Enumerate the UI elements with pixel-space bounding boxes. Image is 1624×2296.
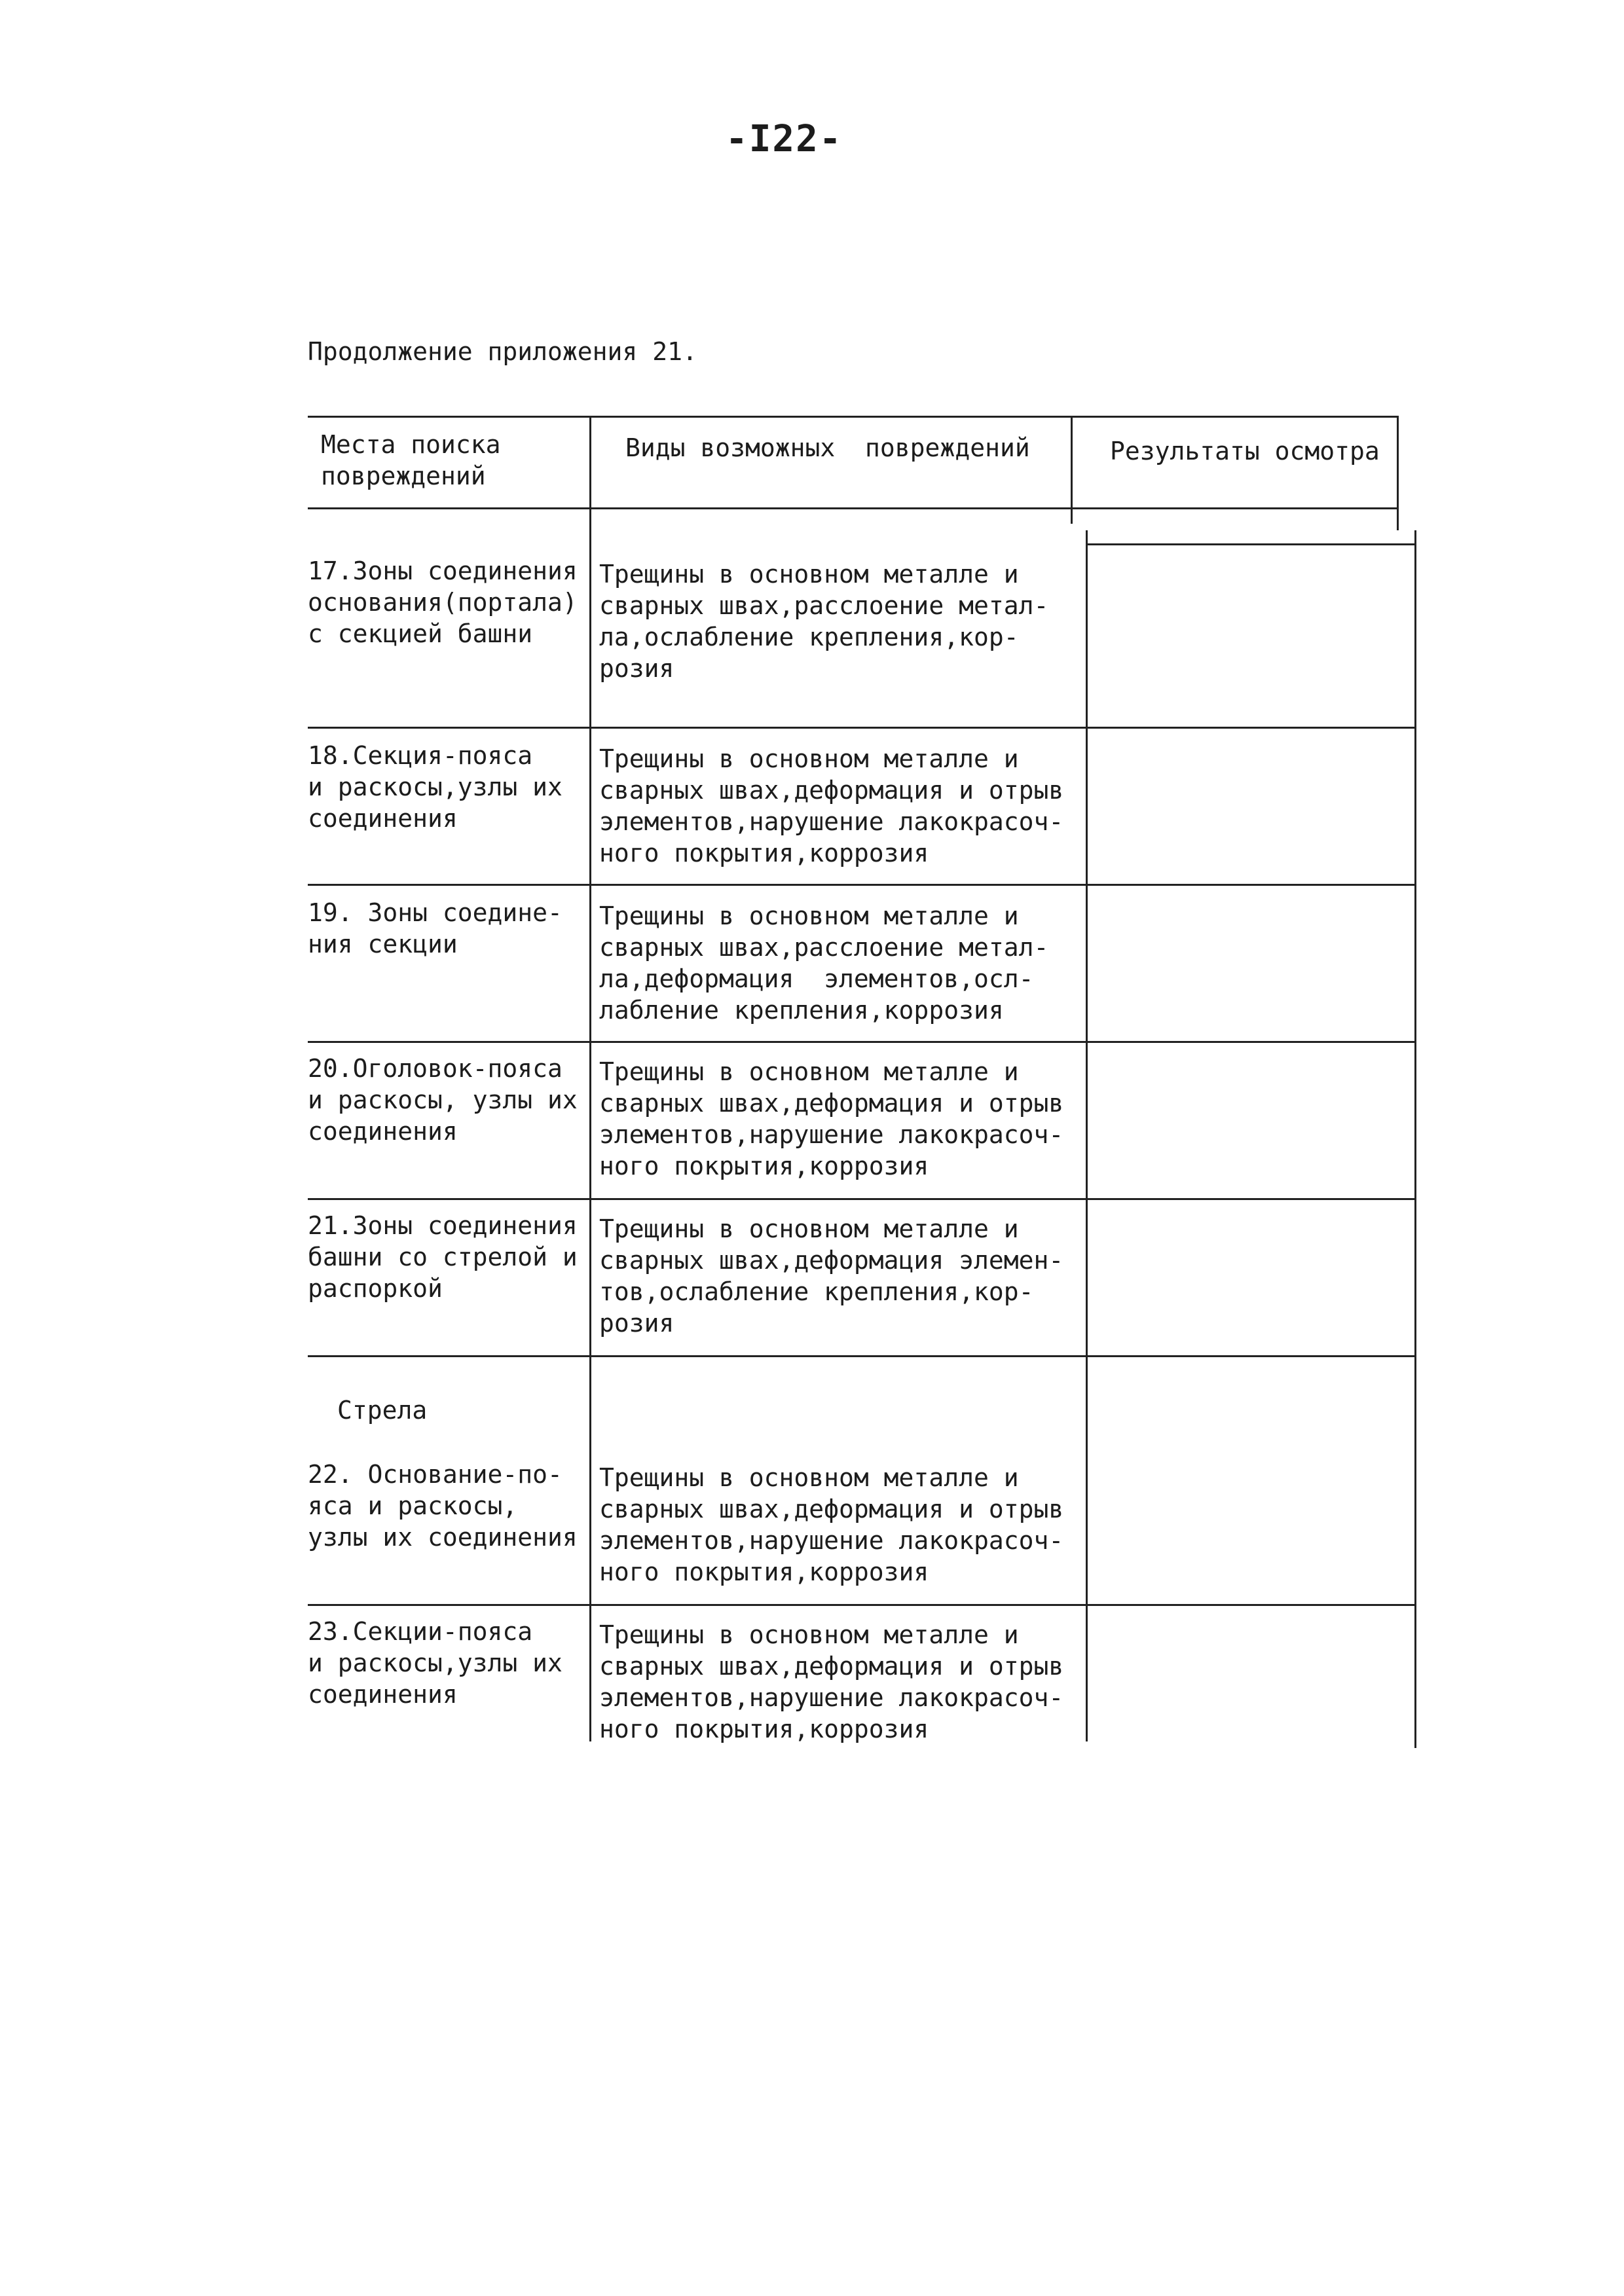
column-divider-1 [589,524,591,1741]
row-23-place: 23.Секции-пояса и раскосы,узлы их соединения [308,1617,563,1709]
row-separator-5 [308,1355,1416,1357]
column-divider-2 [1086,530,1088,1741]
header-divider-2 [1071,416,1073,524]
row-21-damage: Трещины в основном металле и сварных швах,деформация элемен- тов,ослабление крепления,кор- розия [599,1214,1064,1338]
row-19-damage: Трещины в основном металле и сварных швах,расслоение метал- ла,деформация элементов,осл- лабление крепления,коррозия [599,902,1049,1025]
row-22-place: 22. Основание-по- яса и раскосы, узлы их соединения [308,1460,578,1552]
row-21-place: 21.Зоны соединения башни со стрелой и распоркой [308,1211,578,1303]
row-17-place: 17.Зоны соединения основания(портала) с секцией башни [308,556,578,648]
row-18-damage: Трещины в основном металле и сварных швах,деформация и отрыв элементов,нарушение лакокрасоч- ного покрытия,коррозия [599,744,1064,867]
section-heading: Стрела [337,1396,428,1425]
row-20-damage: Трещины в основном металле и сварных швах,деформация и отрыв элементов,нарушение лакокрасоч- ного покрытия,коррозия [599,1057,1064,1180]
row-18-place: 18.Секция-пояса и раскосы,узлы их соединения [308,741,563,833]
row-separator-2 [308,884,1416,886]
header-divider-1 [589,416,591,524]
row-separator-3 [308,1041,1416,1043]
header-right-edge [1397,416,1399,530]
row-22-damage: Трещины в основном металле и сварных швах,деформация и отрыв элементов,нарушение лакокрасоч- ного покрытия,коррозия [599,1463,1064,1586]
column-right-edge [1414,530,1416,1748]
header-place: Места поиска повреждений [321,430,501,490]
row-23-damage: Трещины в основном металле и сварных швах,деформация и отрыв элементов,нарушение лакокрасоч- ного покрытия,коррозия [599,1620,1064,1743]
header-damage: Виды возможных повреждений [625,433,1030,462]
row-separator-4 [308,1198,1416,1200]
header-result: Результаты осмотра [1110,437,1380,465]
header-top-rule [308,416,1398,418]
page-number: -I22- [726,118,843,160]
row-19-place: 19. Зоны соедине- ния секции [308,898,563,958]
continuation-title: Продолжение приложения 21. [308,337,697,366]
row-20-place: 20.Оголовок-пояса и раскосы, узлы их соединения [308,1054,578,1146]
row-separator-1 [308,727,1416,729]
row-17-damage: Трещины в основном металле и сварных швах,расслоение метал- ла,ослабление крепления,кор- розия [599,560,1049,683]
row-separator-6 [308,1604,1416,1606]
header-bottom-rule [308,507,1398,509]
body-top-rule [1086,543,1416,545]
